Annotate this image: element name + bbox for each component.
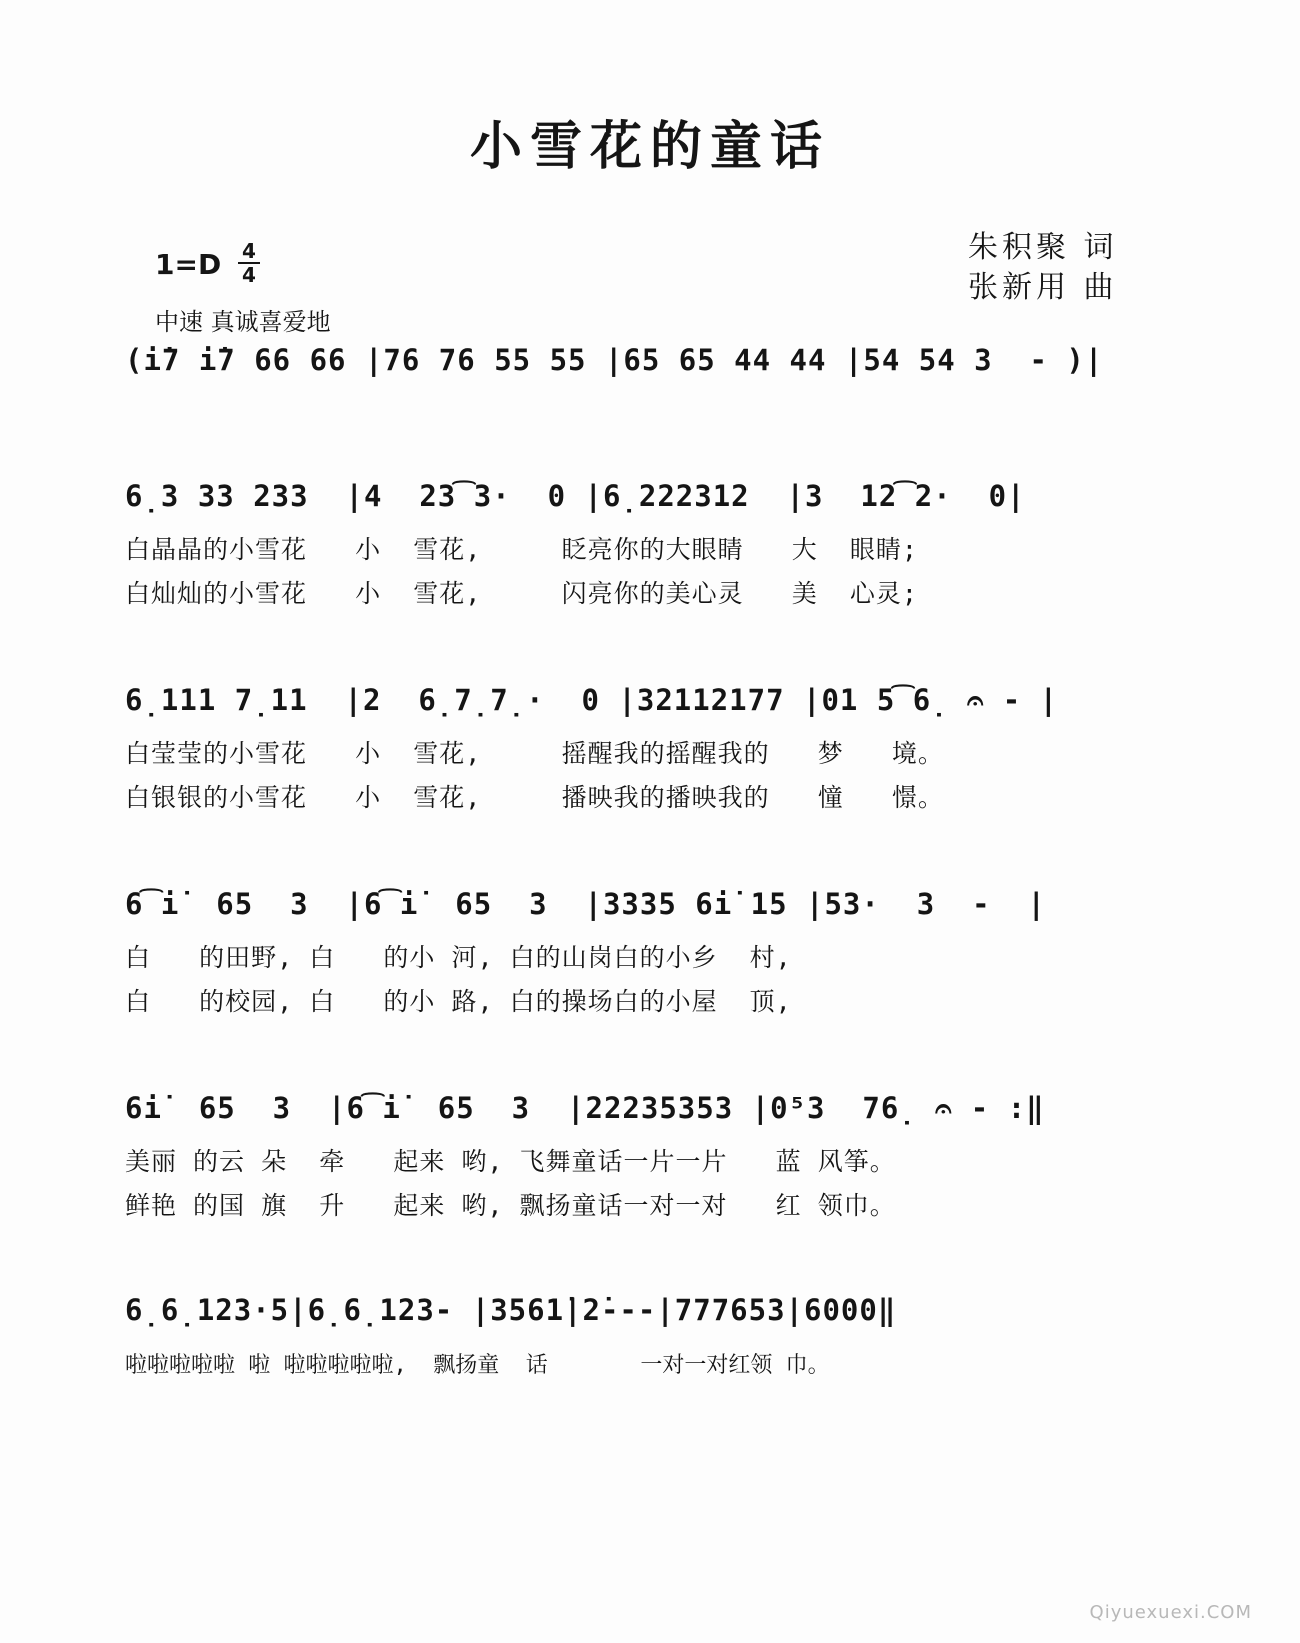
- lyric-verse-1: 白 的田野, 白 的小 河, 白的山岗白的小乡 村,: [125, 943, 792, 972]
- lyric-verse-2: 白 的校园, 白 的小 路, 白的操场白的小屋 顶,: [125, 987, 792, 1016]
- key-signature: 1=D: [155, 248, 222, 281]
- lyric-verse-1: 白莹莹的小雪花 小 雪花, 摇醒我的摇醒我的 梦 境。: [125, 739, 944, 768]
- score-row-2: [125, 680, 1175, 820]
- lyric-verse-1: 白晶晶的小雪花 小 雪花, 眨亮你的大眼睛 大 眼睛;: [125, 535, 918, 564]
- lyric-verse-1: 啦啦啦啦啦 啦 啦啦啦啦啦, 飘扬童 话 一对一对红领 巾。: [125, 1353, 830, 1378]
- tempo-marking: 中速 真诚喜爱地: [155, 308, 331, 336]
- composer-credit: 张新用 曲: [968, 270, 1118, 305]
- time-signature-top: 4: [242, 239, 256, 263]
- lyric-verse-2: 鲜艳 的国 旗 升 起来 哟, 飘扬童话一对一对 红 领巾。: [125, 1191, 896, 1220]
- score-row-5: [125, 1290, 1175, 1388]
- time-signature: [238, 240, 260, 286]
- song-title: 小雪花的童话: [469, 116, 830, 177]
- score-row-intro: [125, 340, 1175, 380]
- lyric-verse-2: 白银银的小雪花 小 雪花, 播映我的播映我的 憧 憬。: [125, 783, 944, 812]
- lyric-verse-1: 美丽 的云 朵 牵 起来 哟, 飞舞童话一片一片 蓝 风筝。: [125, 1147, 896, 1176]
- notes-line: 6i̇ 65 3 |6͡i̇ 65 3 |22235353 |0⁵3 76̣ 𝄐 - :‖: [125, 1091, 1045, 1125]
- lyricist-credit: 朱积聚 词: [968, 230, 1118, 265]
- time-signature-bottom: 4: [238, 262, 260, 286]
- score-row-1: [125, 476, 1175, 616]
- notes-line: 6̣111 7̣11 |2 6̣7̣7̣· 0 |32112177 |01 5͡6̣ 𝄐 - |: [125, 683, 1059, 717]
- notes-line: 6̣3 33 233 |4 23͡3· 0 |6̣222312 |3 12͡2· 0|: [125, 479, 1026, 513]
- notes-line: 6̣6̣123·5|6̣6̣123- |3561̇|2̇---|777653|6000‖: [125, 1293, 897, 1327]
- score-row-3: [125, 884, 1175, 1024]
- score-row-4: [125, 1088, 1175, 1228]
- site-watermark: Qiyuexuexi.COM: [1089, 1602, 1252, 1623]
- lyric-verse-2: 白灿灿的小雪花 小 雪花, 闪亮你的美心灵 美 心灵;: [125, 579, 918, 608]
- notes-line: (i̇7 i̇7 66 66 |76 76 55 55 |65 65 44 44 |54 54 3 - )|: [125, 343, 1104, 377]
- notes-line: 6͡i̇ 65 3 |6͡i̇ 65 3 |3335 6i̇ 15 |53· 3 - |: [125, 887, 1046, 921]
